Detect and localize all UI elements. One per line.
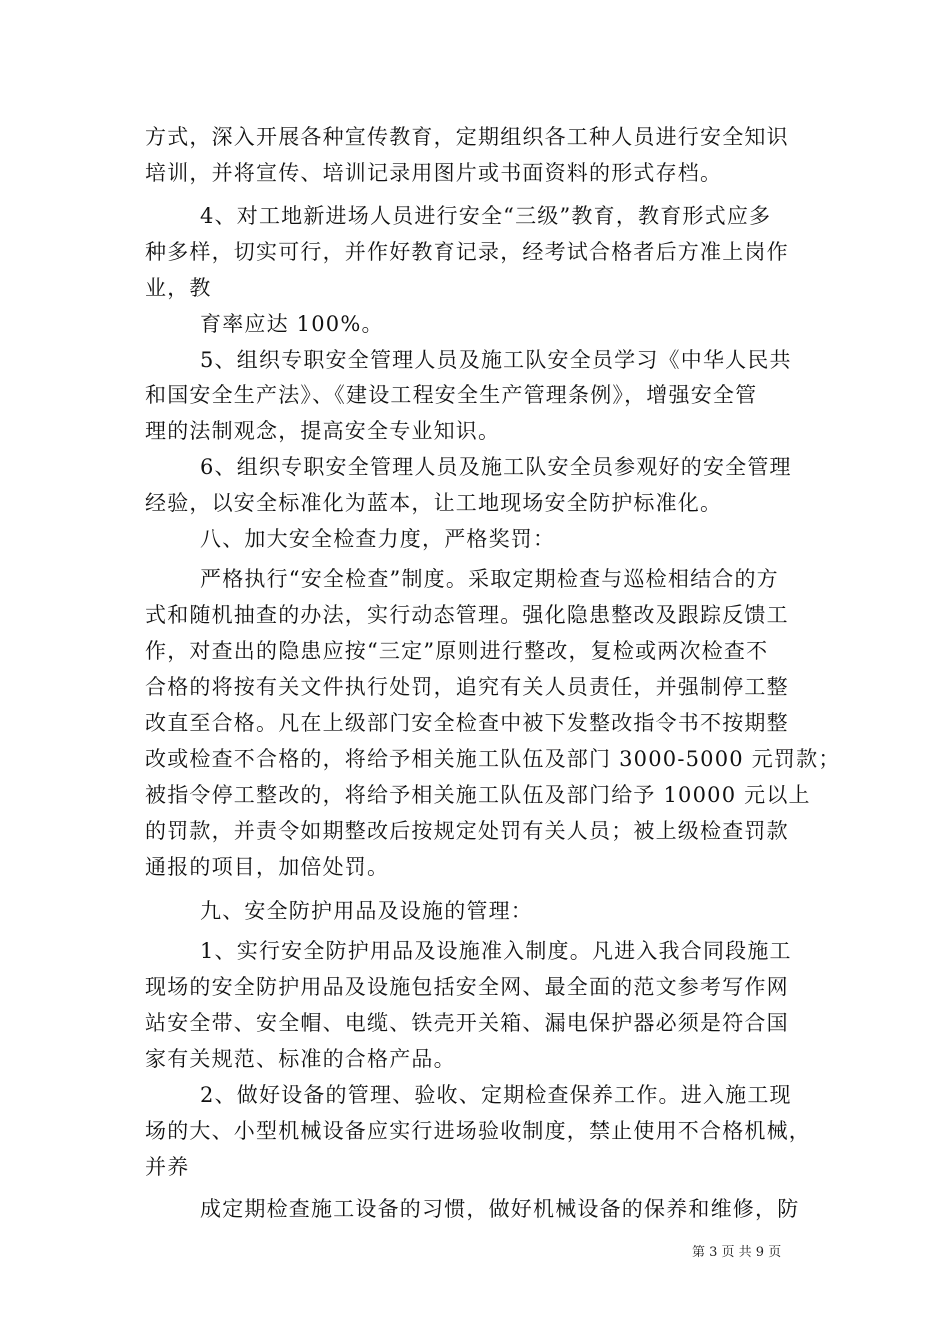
text-line: 育率应达 100%。 bbox=[200, 312, 384, 336]
text-line: 5、组织专职安全管理人员及施工队安全员学习《中华人民共 bbox=[200, 348, 792, 372]
text-line: 家有关规范、标准的合格产品。 bbox=[145, 1047, 456, 1071]
text-line: 现场的安全防护用品及设施包括安全网、最全面的范文参考写作网 bbox=[145, 975, 789, 999]
page-footer: 第 3 页 共 9 页 bbox=[692, 1245, 782, 1260]
text-line: 改直至合格。凡在上级部门安全检查中被下发整改指令书不按期整 bbox=[145, 711, 789, 735]
text-line: 通报的项目，加倍处罚。 bbox=[145, 855, 390, 879]
text-line: 培训，并将宣传、培训记录用图片或书面资料的形式存档。 bbox=[145, 161, 723, 185]
text-line: 并养 bbox=[145, 1155, 190, 1179]
text-line: 合格的将按有关文件执行处罚，追究有关人员责任，并强制停工整 bbox=[145, 675, 789, 699]
text-line: 和国安全生产法》、《建设工程安全生产管理条例》，增强安全管 bbox=[145, 383, 758, 407]
text-line: 理的法制观念，提高安全专业知识。 bbox=[145, 419, 501, 443]
text-line: 式和随机抽查的办法，实行动态管理。强化隐患整改及跟踪反馈工 bbox=[145, 603, 789, 627]
text-line: 种多样，切实可行，并作好教育记录，经考试合格者后方准上岗作 bbox=[145, 240, 789, 264]
text-line: 成定期检查施工设备的习惯，做好机械设备的保养和维修，防 bbox=[200, 1197, 800, 1221]
text-line: 严格执行“安全检查”制度。采取定期检查与巡检相结合的方 bbox=[200, 567, 779, 591]
text-line: 作，对查出的隐患应按“三定”原则进行整改，复检或两次检查不 bbox=[145, 639, 769, 663]
text-line: 经验，以安全标准化为蓝本，让工地现场安全防护标准化。 bbox=[145, 491, 723, 515]
text-line: 业，教 bbox=[145, 276, 212, 300]
text-line: 方式，深入开展各种宣传教育，定期组织各工种人员进行安全知识 bbox=[145, 125, 789, 149]
text-line: 场的大、小型机械设备应实行进场验收制度，禁止使用不合格机械， bbox=[145, 1119, 811, 1143]
text-line: 改或检查不合格的，将给予相关施工队伍及部门 3000-5000 元罚款； bbox=[145, 747, 841, 771]
section-heading: 八、加大安全检查力度，严格奖罚： bbox=[200, 527, 556, 551]
text-line: 的罚款，并责令如期整改后按规定处罚有关人员；被上级检查罚款 bbox=[145, 819, 789, 843]
text-line: 站安全带、安全帽、电缆、铁壳开关箱、漏电保护器必须是符合国 bbox=[145, 1011, 789, 1035]
text-line: 被指令停工整改的，将给予相关施工队伍及部门给予 10000 元以上 bbox=[145, 783, 811, 807]
text-line: 4、对工地新进场人员进行安全“三级”教育，教育形式应多 bbox=[200, 204, 772, 228]
text-line: 6、组织专职安全管理人员及施工队安全员参观好的安全管理 bbox=[200, 455, 792, 479]
section-heading: 九、安全防护用品及设施的管理： bbox=[200, 899, 533, 923]
text-line: 1、实行安全防护用品及设施准入制度。凡进入我合同段施工 bbox=[200, 939, 792, 963]
text-line: 2、做好设备的管理、验收、定期检查保养工作。进入施工现 bbox=[200, 1083, 792, 1107]
